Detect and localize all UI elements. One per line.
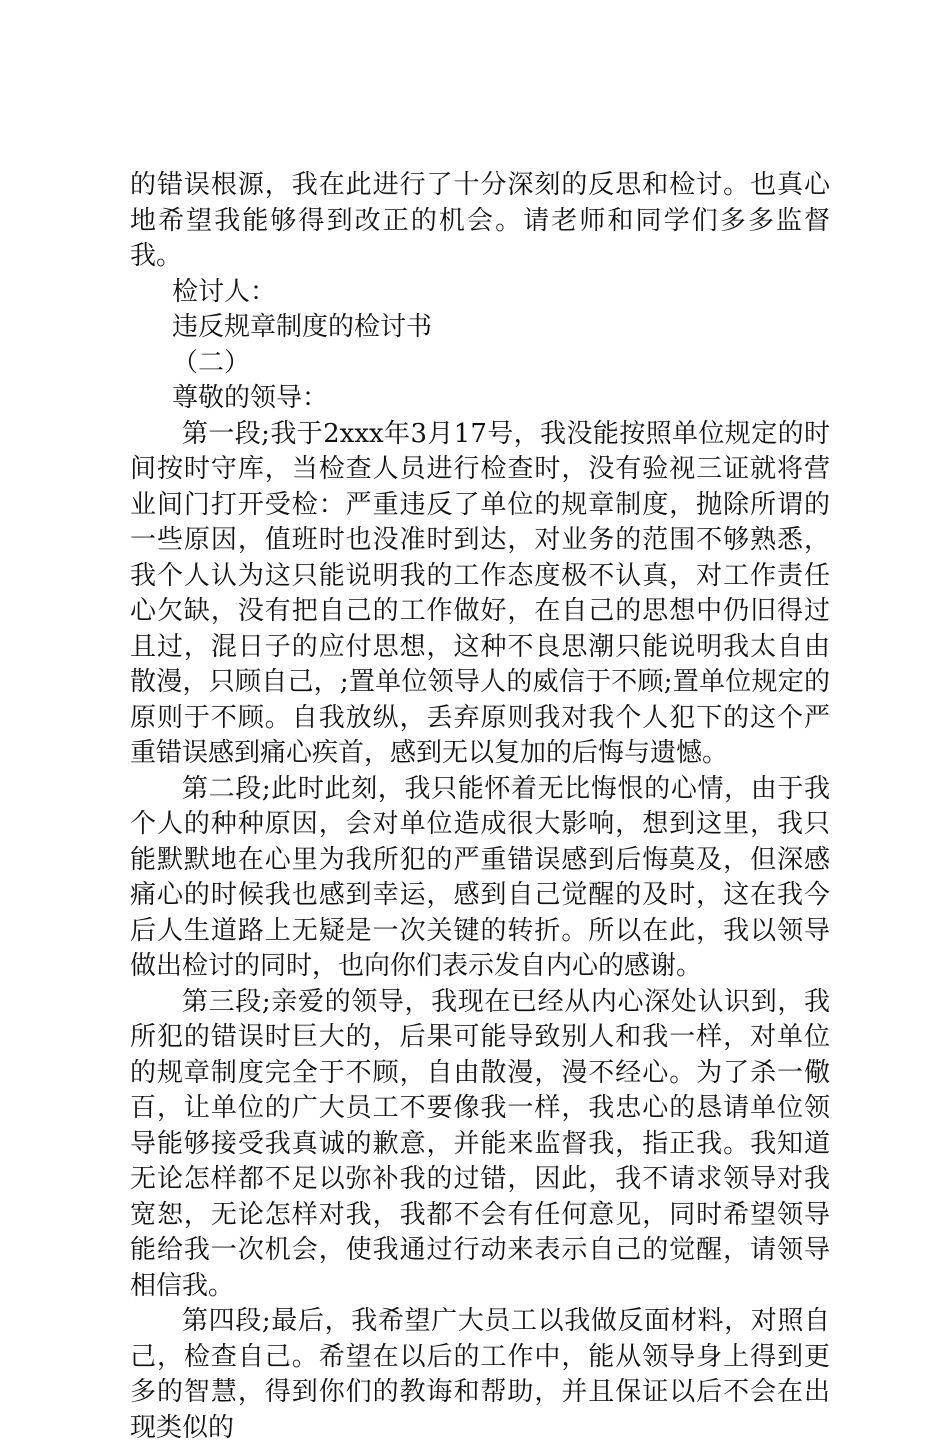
- paragraph-3: 第三段;亲爱的领导，我现在已经从内心深处认识到，我所犯的错误时巨大的，后果可能导致别人和我一样，对单位的规章制度完全于不顾，自由散漫，漫不经心。为了杀一儆百，让单位的广大员工不要像我一样，我忠心的恳请单位领导能够接受我真诚的歉意，并能来监督我，指正我。我知道无论怎样都不足以弥补我的过错，因此，我不请求领导对我宽恕，无论怎样对我，我都不会有任何意见，同时希望领导能给我一次机会，使我通过行动来表示自己的觉醒，请领导相信我。: [130, 986, 830, 1301]
- section-number: （二）: [172, 347, 251, 378]
- document-title: 违反规章制度的检讨书: [172, 312, 433, 342]
- salutation: 尊敬的领导：: [172, 383, 329, 413]
- paragraph-4: 第四段;最后，我希望广大员工以我做反面材料，对照自己，检查自己。希望在以后的工作中，能从领导身上得到更多的智慧，得到你们的教诲和帮助，并且保证以后不会在出现类似的: [130, 1306, 830, 1443]
- document-body: [130, 168, 830, 1446]
- paragraph-1: 第一段;我于2xxx年3月17号，我没能按照单位规定的时间按时守库，当检查人员进行检查时，没有验视三证就将营业间门打开受检：严重违反了单位的规章制度，抛除所谓的一些原因，值班时也没准时到达，对业务的范围不够熟悉，我个人认为这只能说明我的工作态度极不认真，对工作责任心欠缺，没有把自己的工作做好，在自己的思想中仍旧得过且过，混日子的应付思想，这种不良思潮只能说明我太自由散漫，只顾自己，;置单位领导人的威信于不顾;置单位规定的原则于不顾。自我放纵，丢弃原则我对我个人犯下的这个严重错误感到痛心疾首，感到无以复加的后悔与遗憾。: [130, 418, 830, 768]
- paragraph-continuation: 的错误根源，我在此进行了十分深刻的反思和检讨。也真心地希望我能够得到改正的机会。请老师和同学们多多监督我。: [130, 170, 830, 271]
- paragraph-2: 第二段;此时此刻，我只能怀着无比悔恨的心情，由于我个人的种种原因，会对单位造成很大影响，想到这里，我只能默默地在心里为我所犯的严重错误感到后悔莫及，但深感痛心的时候我也感到幸运，感到自己觉醒的及时，这在我今后人生道路上无疑是一次关键的转折。所以在此，我以领导做出检讨的同时，也向你们表示发自内心的感谢。: [130, 773, 830, 981]
- signature-label: 检讨人：: [172, 276, 277, 307]
